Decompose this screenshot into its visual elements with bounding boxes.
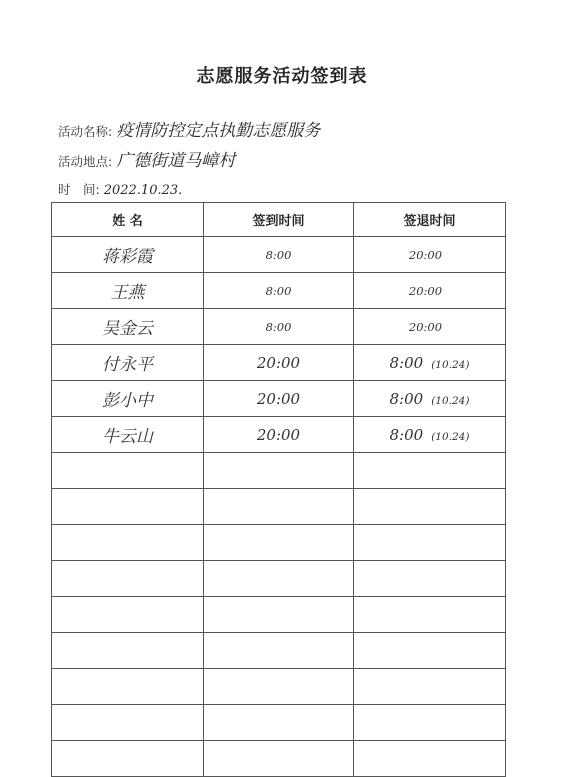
row-sign-out-time: 8:00: [389, 353, 424, 372]
table-row: [52, 345, 506, 381]
row-sign-in-time: 20:00: [204, 381, 354, 417]
table-row: [52, 489, 506, 525]
row-name: 彭小中: [52, 381, 204, 417]
table-row: [52, 669, 506, 705]
location-value: 广德街道马嶂村: [116, 151, 236, 171]
row-sign-out-cell: [354, 741, 506, 777]
table-row: [52, 453, 506, 489]
row-sign-in-time: [204, 525, 354, 561]
row-sign-in-time: 8:00: [204, 309, 354, 345]
table-row: [52, 417, 506, 453]
row-name: 牛云山: [52, 417, 204, 453]
table-row: [52, 381, 506, 417]
row-name: 王燕: [52, 273, 204, 309]
row-sign-out-cell: [354, 705, 506, 741]
time-line: [58, 180, 182, 198]
row-sign-out-cell: [354, 237, 506, 273]
row-sign-out-cell: [354, 561, 506, 597]
row-sign-out-date-note: (10.24): [431, 358, 470, 371]
row-sign-in-time: 20:00: [204, 417, 354, 453]
activity-name-label: 活动名称:: [58, 124, 113, 139]
time-value: 2022.10.23.: [103, 183, 183, 198]
row-sign-out-cell: [354, 597, 506, 633]
activity-name-line: [58, 116, 320, 141]
row-sign-in-time: [204, 561, 354, 597]
row-name: [52, 597, 204, 633]
table-row: [52, 597, 506, 633]
row-sign-out-cell: [354, 525, 506, 561]
row-sign-out-cell: [354, 633, 506, 669]
row-sign-out-cell: [354, 273, 506, 309]
row-sign-in-time: [204, 633, 354, 669]
row-sign-out-time: 8:00: [389, 425, 424, 444]
row-sign-out-date-note: (10.24): [431, 394, 470, 407]
row-sign-in-time: [204, 597, 354, 633]
row-name: [52, 525, 204, 561]
table-row: [52, 525, 506, 561]
row-sign-in-time: [204, 741, 354, 777]
row-sign-in-time: 8:00: [204, 273, 354, 309]
row-sign-out-cell: [354, 453, 506, 489]
row-name: [52, 741, 204, 777]
row-sign-out-time: 8:00: [389, 389, 424, 408]
row-name: [52, 489, 204, 525]
row-sign-in-time: 8:00: [204, 237, 354, 273]
row-sign-out-time: 20:00: [408, 319, 443, 334]
time-label: 时 间:: [58, 182, 100, 197]
table-row: [52, 741, 506, 777]
row-name: [52, 453, 204, 489]
row-sign-in-time: 20:00: [204, 345, 354, 381]
table-row: [52, 633, 506, 669]
table-row: [52, 561, 506, 597]
row-sign-out-cell: [354, 381, 506, 417]
header-sign-in-time: 签到时间: [204, 203, 354, 237]
row-sign-out-cell: [354, 309, 506, 345]
row-sign-out-cell: [354, 345, 506, 381]
header-sign-out-time: 签退时间: [354, 203, 506, 237]
table-row: [52, 705, 506, 741]
table-row: [52, 273, 506, 309]
table-row: [52, 237, 506, 273]
row-sign-out-cell: [354, 489, 506, 525]
row-name: [52, 561, 204, 597]
row-name: [52, 669, 204, 705]
row-sign-in-time: [204, 489, 354, 525]
sign-in-table: [51, 202, 506, 777]
row-sign-out-cell: [354, 669, 506, 705]
row-name: [52, 633, 204, 669]
row-name: 蒋彩霞: [52, 237, 204, 273]
header-name: 姓 名: [52, 203, 204, 237]
row-name: 吴金云: [52, 309, 204, 345]
row-name: 付永平: [52, 345, 204, 381]
row-sign-out-cell: [354, 417, 506, 453]
row-name: [52, 705, 204, 741]
row-sign-in-time: [204, 669, 354, 705]
table-row: [52, 309, 506, 345]
location-line: [58, 146, 235, 171]
activity-name-value: 疫情防控定点执勤志愿服务: [116, 121, 321, 141]
form-title: 志愿服务活动签到表: [196, 66, 368, 87]
location-label: 活动地点:: [58, 154, 113, 169]
row-sign-out-time: 20:00: [408, 247, 443, 262]
row-sign-in-time: [204, 705, 354, 741]
row-sign-in-time: [204, 453, 354, 489]
row-sign-out-date-note: (10.24): [431, 430, 470, 443]
table-header-row: [52, 203, 506, 237]
row-sign-out-time: 20:00: [408, 283, 443, 298]
